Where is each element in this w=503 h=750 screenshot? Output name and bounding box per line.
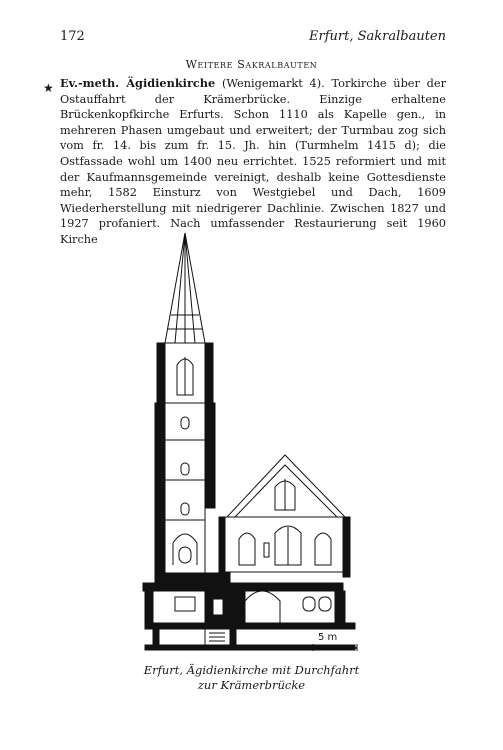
entry-description: (Wenigemarkt 4). Torkirche über der Ostauffahrt der Krämerbrücke. Einzige erhaltene Brückenkopfkirche Erfurts. Schon 1110 als Kapelle gen., in mehreren Phasen umgebaut und erweitert; der Turmbau zog sich vom fr. 14. bis zum fr. 15. Jh. hin (Turmhelm 1415 d); die Ostfassade wohl um 1400 neu errichtet. 1525 reformiert und mit der Kaufmannsgemeinde vereinigt, deshalb keine Gottesdienste mehr, 1582 Einsturz von Westgiebel und Dach, 1609 Wiederherstellung mit niedrigerer Dachlinie. Zwischen 1827 und 1927 profaniert. Nach umfassender Restaurierung seit 1960 Kirche — [60, 77, 446, 246]
caption-line-1: Erfurt, Ägidienkirche mit Durchfahrt — [143, 663, 360, 677]
running-title: Erfurt, Sakralbauten — [309, 29, 446, 44]
church-section-drawing — [135, 225, 375, 655]
caption-line-2: zur Krämerbrücke — [197, 678, 306, 692]
scale-label: 5 m — [318, 632, 338, 643]
passage-arch — [245, 591, 280, 623]
entry-name: Ev.-meth. Ägidienkirche — [60, 76, 216, 90]
page-number: 172 — [60, 29, 85, 44]
section-title: Weitere Sakralbauten — [185, 58, 318, 71]
entry-text — [60, 76, 446, 248]
star-icon: ★ — [43, 81, 54, 95]
figure-caption — [0, 663, 503, 693]
